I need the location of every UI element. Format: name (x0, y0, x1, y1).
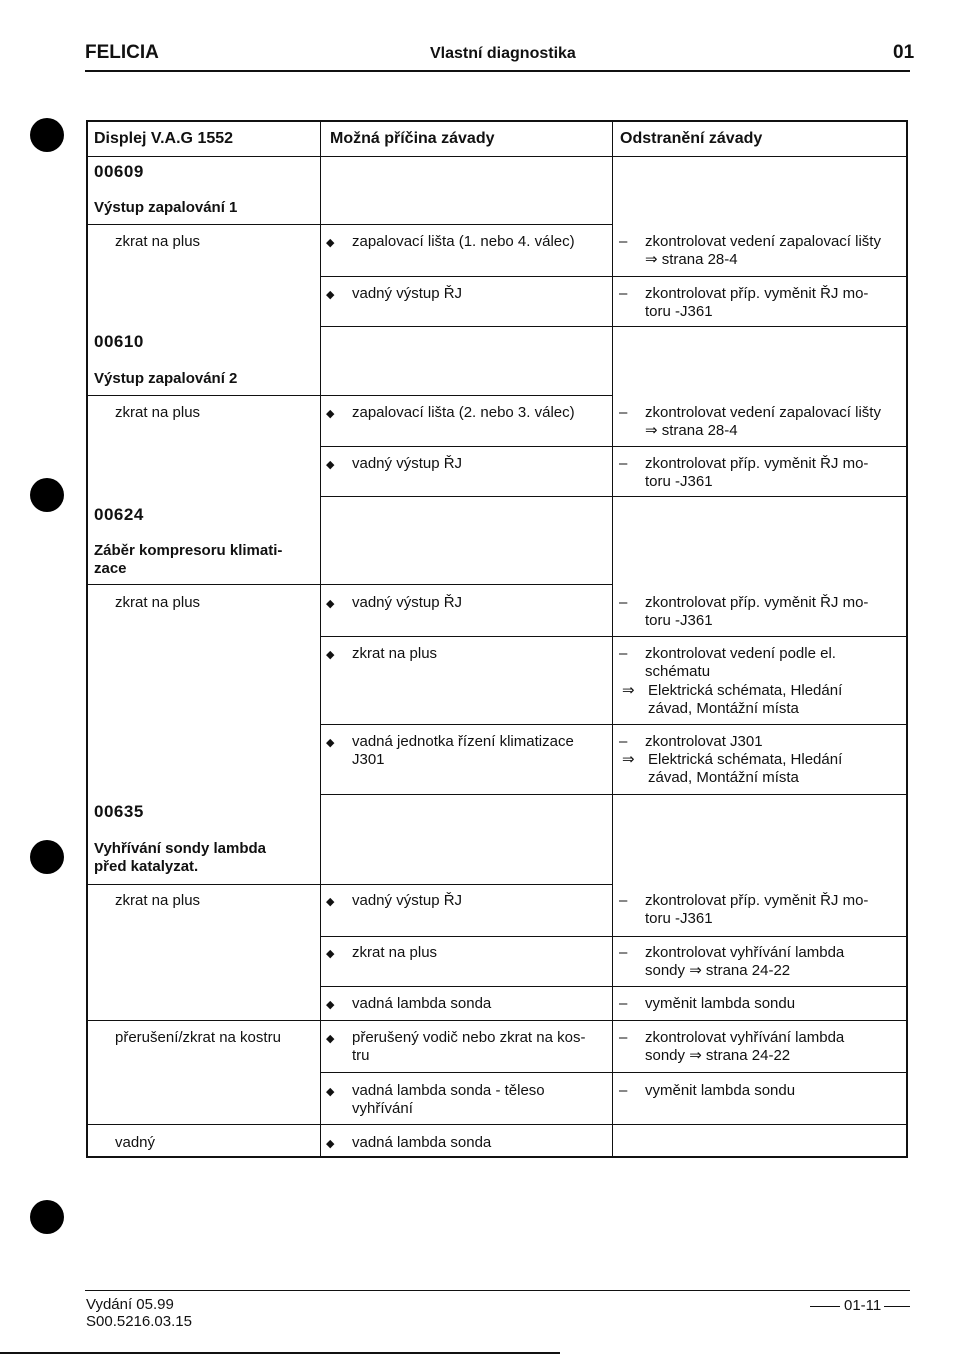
cause-item: ◆ vadný výstup ŘJ (352, 594, 462, 612)
punch-hole (30, 478, 64, 512)
chapter-title: Vlastní diagnostika (430, 45, 576, 62)
remedy-item: – zkontrolovat příp. vyměnit ŘJ mo- toru -J361 (645, 594, 868, 630)
page-reference: ⇒ strana 28-4 (645, 251, 738, 268)
page-number: 01-11 (844, 1297, 882, 1314)
bottom-edge-line (0, 1352, 560, 1354)
cause-item: ◆ zkrat na plus (352, 944, 437, 962)
remedy-item: – zkontrolovat J301 (645, 733, 763, 751)
remedy-item: – vyměnit lambda sondu (645, 995, 795, 1013)
schema-reference: ⇒ Elektrická schémata, Hledání závad, Montážní místa (648, 751, 842, 787)
column-header-cause: Možná příčina závady (330, 130, 495, 147)
fault-title: Výstup zapalování 2 (94, 370, 238, 387)
page-number-rule-left (810, 1306, 840, 1307)
cause-item: ◆ vadný výstup ŘJ (352, 892, 462, 910)
schema-reference: ⇒ Elektrická schémata, Hledání závad, Montážní místa (648, 682, 842, 718)
header-rule (85, 70, 910, 72)
remedy-item: – zkontrolovat vedení zapalovací lišty (645, 404, 881, 422)
remedy-item: – zkontrolovat vedení podle el. schématu (645, 645, 836, 681)
remedy-item: – zkontrolovat vyhřívání lambda sondy ⇒ strana 24-22 (645, 1029, 844, 1065)
footer-rule (85, 1290, 910, 1291)
remedy-item: – zkontrolovat příp. vyměnit ŘJ mo- toru -J361 (645, 892, 868, 928)
punch-hole (30, 840, 64, 874)
page-reference: ⇒ strana 28-4 (645, 422, 738, 439)
cause-item: ◆ přerušený vodič nebo zkrat na kos- tru (352, 1029, 585, 1065)
remedy-item: – zkontrolovat vyhřívání lambda sondy ⇒ strana 24-22 (645, 944, 844, 980)
chapter-number: 01 (893, 42, 915, 63)
column-header-remedy: Odstranění závady (620, 130, 763, 147)
cause-item: ◆ vadná lambda sonda (352, 995, 491, 1013)
fault-title: Vyhřívání sondy lambda před katalyzat. (94, 840, 266, 875)
fault-code: 00609 (94, 162, 144, 181)
fault-type: zkrat na plus (115, 404, 201, 421)
remedy-item: – zkontrolovat vedení zapalovací lišty (645, 233, 881, 251)
cause-item: ◆ vadná lambda sonda (352, 1134, 491, 1152)
fault-type: přerušení/zkrat na kostru (115, 1029, 281, 1046)
remedy-item: – zkontrolovat příp. vyměnit ŘJ mo- toru -J361 (645, 285, 868, 321)
fault-type: vadný (115, 1134, 156, 1151)
document-code: S00.5216.03.15 (86, 1313, 192, 1330)
edition-label: Vydání 05.99 (86, 1296, 174, 1313)
remedy-item: – vyměnit lambda sondu (645, 1082, 795, 1100)
manual-title: FELICIA (85, 42, 159, 63)
remedy-item: – zkontrolovat příp. vyměnit ŘJ mo- toru -J361 (645, 455, 868, 491)
fault-type: zkrat na plus (115, 233, 201, 250)
cause-item: ◆ zkrat na plus (352, 645, 437, 663)
fault-type: zkrat na plus (115, 594, 201, 611)
column-header-display: Displej V.A.G 1552 (94, 130, 234, 147)
cause-item: ◆ zapalovací lišta (2. nebo 3. válec) (352, 404, 575, 422)
cause-item: ◆ zapalovací lišta (1. nebo 4. válec) (352, 233, 575, 251)
fault-title: Výstup zapalování 1 (94, 199, 238, 216)
fault-type: zkrat na plus (115, 892, 201, 909)
fault-title: Záběr kompresoru klimati- zace (94, 542, 283, 577)
fault-code: 00610 (94, 332, 144, 351)
punch-hole (30, 1200, 64, 1234)
cause-item: ◆ vadná jednotka řízení klimatizace J301 (352, 733, 574, 769)
cause-item: ◆ vadná lambda sonda - těleso vyhřívání (352, 1082, 545, 1118)
cause-item: ◆ vadný výstup ŘJ (352, 455, 462, 473)
cause-item: ◆ vadný výstup ŘJ (352, 285, 462, 303)
fault-code: 00635 (94, 802, 144, 821)
fault-code: 00624 (94, 505, 144, 524)
punch-hole (30, 118, 64, 152)
page-number-rule-right (884, 1306, 910, 1307)
